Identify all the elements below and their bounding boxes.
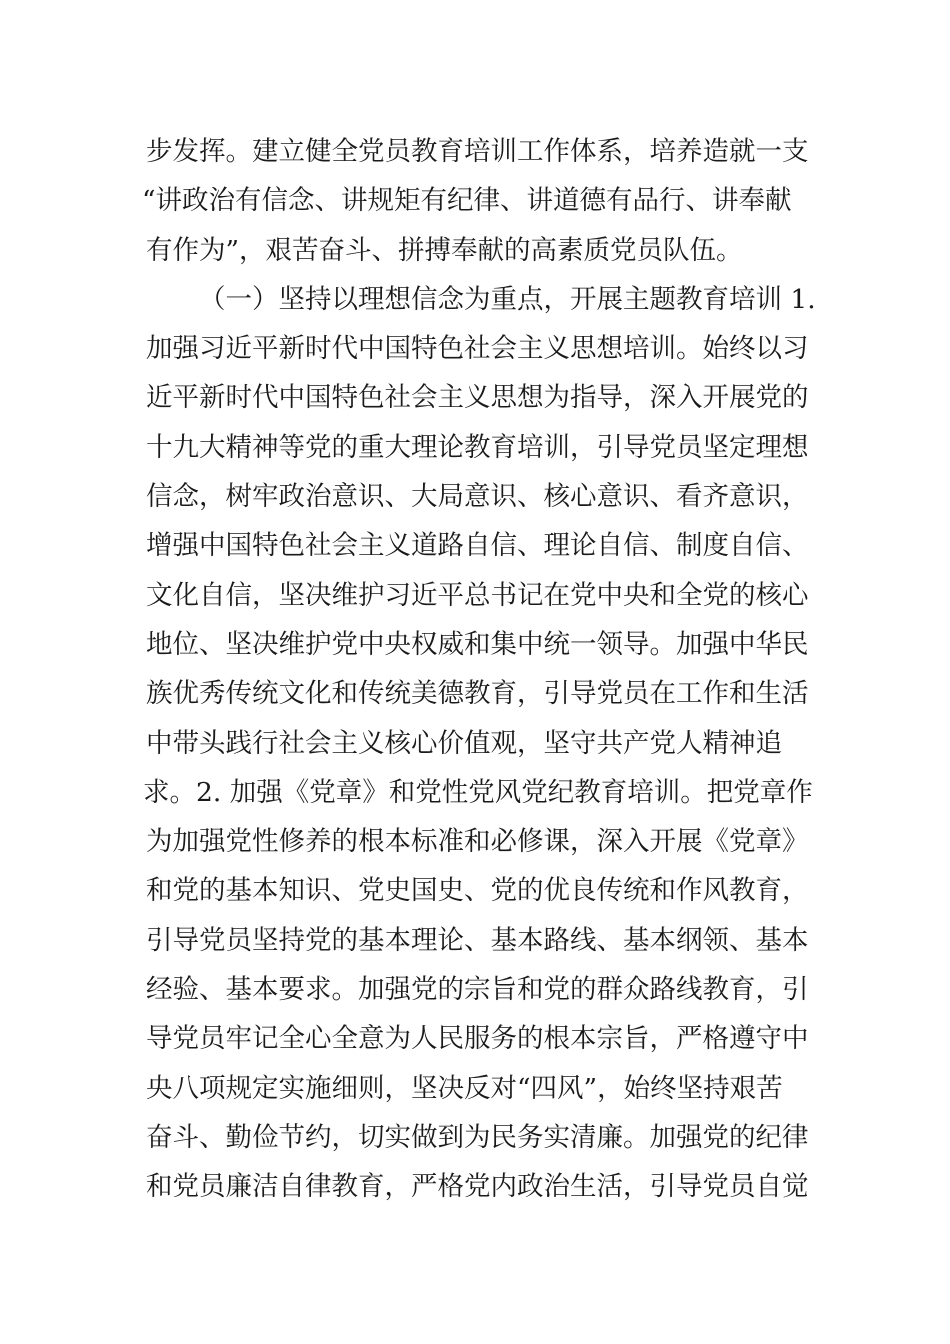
text-line: 中带头践行社会主义核心价值观，坚守共产党人精神追 (146, 727, 782, 759)
text-line: 信念，树牢政治意识、大局意识、核心意识、看齐意识， (146, 481, 809, 513)
text-line: 近平新时代中国特色社会主义思想为指导，深入开展党的 (146, 382, 809, 414)
text-line: 央八项规定实施细则，坚决反对“四风”，始终坚持艰苦 (146, 1072, 783, 1104)
section-heading-line: （一）坚持以理想信念为重点，开展主题教育培训 1. (199, 283, 816, 315)
text-line: 族优秀传统文化和传统美德教育，引导党员在工作和生活 (146, 678, 809, 710)
text-line: 和党的基本知识、党史国史、党的优良传统和作风教育， (146, 875, 809, 907)
text-line: 经验、基本要求。加强党的宗旨和党的群众路线教育，引 (146, 974, 809, 1006)
text-line: 和党员廉洁自律教育，严格党内政治生活，引导党员自觉 (146, 1171, 809, 1203)
text-line: 奋斗、勤俭节约，切实做到为民务实清廉。加强党的纪律 (146, 1121, 809, 1153)
text-line: 增强中国特色社会主义道路自信、理论自信、制度自信、 (146, 530, 809, 562)
text-line: 引导党员坚持党的基本理论、基本路线、基本纲领、基本 (146, 924, 809, 956)
text-line: 求。2. 加强《党章》和党性党风党纪教育培训。把党章作 (143, 776, 813, 808)
text-line: 有作为”，艰苦奋斗、拼搏奉献的高素质党员队伍。 (146, 234, 743, 266)
text-line: 十九大精神等党的重大理论教育培训，引导党员坚定理想 (146, 431, 809, 463)
document-body (142, 127, 816, 1212)
text-line: 地位、坚决维护党中央权威和集中统一领导。加强中华民 (146, 628, 809, 660)
text-line: 为加强党性修养的根本标准和必修课，深入开展《党章》 (146, 826, 809, 858)
text-line: “讲政治有信念、讲规矩有纪律、讲道德有品行、讲奉献 (142, 185, 792, 217)
text-line: 文化自信，坚决维护习近平总书记在党中央和全党的核心 (146, 579, 809, 611)
text-line: 导党员牢记全心全意为人民服务的根本宗旨，严格遵守中 (146, 1023, 809, 1055)
text-line: 加强习近平新时代中国特色社会主义思想培训。始终以习 (146, 333, 809, 365)
text-line: 步发挥。建立健全党员教育培训工作体系，培养造就一支 (146, 136, 809, 167)
